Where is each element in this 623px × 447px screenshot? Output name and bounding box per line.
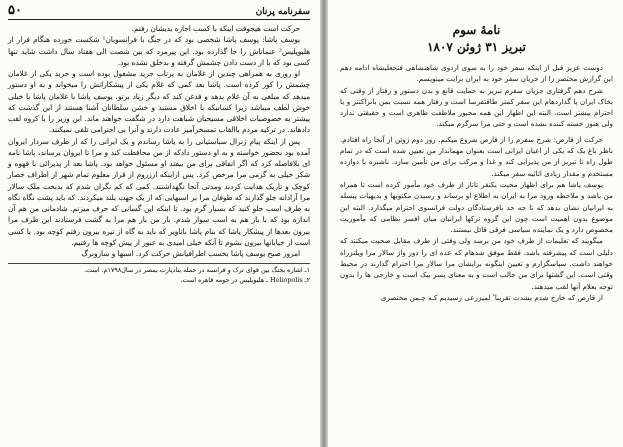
right-page-body bbox=[340, 62, 613, 303]
page-header bbox=[8, 3, 310, 20]
right-book-page bbox=[328, 0, 623, 447]
letter-title: نامهٔ سوم bbox=[452, 23, 501, 37]
paragraph: پس از اینکه پیام ژنرال سباستیانی را به پاشا رساندم و یک ایرانی را که از طرف سردار ایروان آمده بود بحضور خواسته و به او دستور دادکه از من محافظت کند و مرا تا ایروان برساند، پاشا نامه ای بلافاصله کرد که اگر اتفاقی برای من بیفتد او مسئول خواهد بود. پاشا بعد از پذیرائی با قهوه و شکر خیلی به گرمی مرا مرخص کرد. پس ازاینکه ارزروم از قرار معلوم تمام شهر از اطراف حصار کوچک و تاریک هدایت کردند ومدتی آنجا نگهداشتند. کمی که کم نگران شدم که بدبخت ملک سالار مرا آزادانه جلو گذارند که طوفان مرا بر اسبهایی که از یک جهت بلند میکردند. که باید پشت نگاه نگاه به طرف اسب جلو کنید که بسیار گرم بود. تا اینکه این گسانی که حرف میزنم. شادمانی من هم آن اندازه بود که با باز هم به اسب سوار شدم. باز من بار هم مرا به گشت فرستادند این طرف مرا بیرون بعدها از پیشکار پاشا که بنام پاشا باتاویر که باید به گاه از تیره بیرون رفتم کوچه بود. یا کسی است از خیابانها بیرون بشوم تا آنکه خیلی امیدی به عبور از پیش کوچه ها رفتیم. bbox=[8, 136, 310, 247]
running-title: سفرنامه پرنان bbox=[255, 7, 310, 17]
paragraph: حرکت از قارص: شرح سفرم را از قارص شروع میکنم. روز دوم ژوئن از آنجا راه افتادم. ناظر باغ یک که یکی از اعیان ایرانی است بعنوان مهماندار من تعیین شده است که در تمام طول راه تا تبریز از من پذیرایی کند و غذا و مرکب برای من تأمین سازد. ناشبره با دوازده مستخدم و مقدار زیادی اثاثیه سفر میکند. bbox=[340, 134, 613, 178]
book-gutter bbox=[320, 0, 328, 447]
paragraph: میگویند که تعلیمات از طرف خود من برسد ولی وقتی از طرف مقابل صحبت میکنند که دلیلی است که پیشرفته باشد. فقط موفق شدهام که عده ای را دور واژ سالار مرا ویلنزراه خواهند داشت. سپاسگزارم و تعیین اینگونه برایشان مرا سالار مرا احترام گذارند در محیط وقتی است. این گشتها برای من جالب است و به معنای پسر بیک است و خارجی ها را بدون توجه بعلام آنها لقب میدهند. bbox=[340, 236, 613, 291]
page-number: ۵۰ bbox=[8, 3, 22, 18]
footnote: ۲ـ Heliopolis ـ هلیوپلیس در حومه قاهره است. bbox=[180, 275, 310, 284]
paragraph: امروز صبح یوسف پاشا بخسب اطرافیانش حرکت کرد. اسبها و سازوبرگ bbox=[81, 249, 300, 258]
paragraph: یوسف پاشا هم برای اظهار محبت یکنفر تاتار از طرف خود مأمور کرده است تا همراه من باشد و ملاحظه ورود مرا به ایران به اطلاع او برساند و رسیدن مکتوبها و بدیهیات پیسله به ایرانیان نشان بدهد که تا جه حد بافرستادگان دولت فرانسوی احترام میگذارد. البته این موضوع بدون اهمیت است چون این گروه ترکها ایرانیان میان افسر نظامی که مأموریت مخصوص دارد و یک نماینده سیاسی فرقی قائل نیستند. bbox=[340, 179, 613, 235]
footnote: ۱ـ اشاره بجنگ بین قوای ترک و فرانسه در حمله بنادپارت بمصر در سال۱۷۹۸م. است. bbox=[84, 266, 310, 275]
letter-date: تبریز ۳۱ ژوئن ۱۸۰۷ bbox=[427, 40, 526, 54]
paragraph: او روزی به همراهی چندین از غلامان به پرتاب جرید مشغول بوده است و جرید یکی از غلامان چشمش را کور کرده است. پاشا بعد کمی که غلام یکی از پیشکارانش را میخواند و به او دستور میدهد که مبلغی به آن غلام بدهد و قدغن کند که دیگر زیاد برتو. یوسف پاشا با غلامان پاشا با خیلی خوش لطف میباشد زیرا کسانیکه با اخلاق مستبد و خشن سلطانان آشنا هستند از این گذشت که پیشتر به خصوصیات اخلاقی مسیحیان شباهت دارد در شگفت خواهند ماند. این وزیر را با کروه لقب دادهاند. در ترکیه مردم باالقاب تمسخرآمیز عادت دارند و آنرا بی احترامی تلقی نمیکنند. bbox=[8, 69, 310, 135]
paragraph: دوست عزیز قبل از اینکه سفر خود را به سوی اردوی شاهنشاهی فتحعلیشاه ادامه دهم این گزارش مختصر را از جریان سفر خود به ایران برایت مینویسم. bbox=[340, 63, 613, 84]
footnotes bbox=[8, 263, 310, 285]
paragraph: حرکت است هیجوقت اینکه با کسب اجازه بدیشان رفتم. bbox=[131, 24, 300, 33]
paragraph: از قارص که خارج شدم بشدت تقریبا ً لمیزرعی رسیدیم کـه چـمن مختصری bbox=[380, 292, 603, 302]
paragraph: شرح دهم گرفتاری جریان سفرم تبریز به حمایت قانع و بدن دستور و رفتار از وقتی که بخاک ایران پا گذاردهام این سفر کمتر طاقتفرسا است و رفتار همه نسبت بمن بانزاکتتر و با احترام بیشتر است. البته این اظهار این همه مجبور ملاطفت ظاهری است و حقیقتی ندارد ولی هنوز خسته کننده نشده است و حتی مرا سرگرم میکند. bbox=[340, 85, 613, 129]
paragraph: یوسف پاشا: پوسف پاشا شخصی بود که در جنگ با فرانسویان¹ شکست خورده هنگام فرار از هلیوپلیس² عنماناش را جا گذارده بود. این پیرمرد که بین شصت الی هفتاد سال داشت شاید تنها کسی بود که با از دست دادن چشمش گرفته و بدخلق نشده بود. bbox=[8, 35, 310, 67]
left-page-body bbox=[8, 23, 310, 259]
